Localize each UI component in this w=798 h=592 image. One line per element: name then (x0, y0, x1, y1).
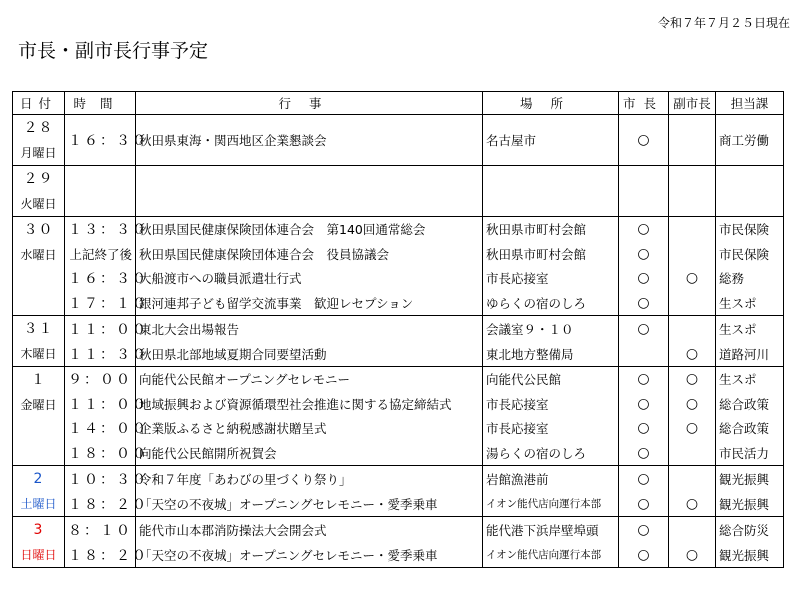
weekday-label: 火曜日 (20, 197, 57, 211)
time-cell: ８：１０ (65, 517, 136, 543)
department-cell: 生スポ (716, 291, 784, 316)
time-cell: １８：２０ (65, 491, 136, 517)
day-number: ２８ (23, 120, 54, 136)
event-cell: 能代市山本郡消防操法大会開会式 (136, 517, 483, 543)
event-cell: 大船渡市への職員派遣壮行式 (136, 266, 483, 291)
department-cell: 道路河川 (716, 341, 784, 367)
vice-mayor-mark: ○ (669, 542, 716, 568)
time-cell: １６：３０ (65, 266, 136, 291)
page-title: 市長・副市長行事予定 (18, 40, 209, 62)
vice-mayor-mark: ○ (669, 392, 716, 417)
header-place: 場所 (483, 92, 619, 115)
weekday-label: 日曜日 (20, 548, 57, 562)
place-cell: 市長応接室 (483, 416, 619, 441)
time-cell: １８：００ (65, 441, 136, 466)
header-date: 日付 (13, 92, 65, 115)
event-cell: 東北大会出場報告 (136, 316, 483, 342)
event-cell: 令和７年度「あわびの里づくり祭り」 (136, 466, 483, 492)
mayor-mark: ○ (619, 491, 669, 517)
place-cell: 秋田県市町村会館 (483, 242, 619, 267)
time-cell: １３：３０ (65, 217, 136, 242)
time-cell: １６：３０ (65, 115, 136, 166)
department-cell: 生スポ (716, 316, 784, 342)
time-cell: １１：３０ (65, 341, 136, 367)
event-cell: 向能代公民館オープニングセレモニー (136, 367, 483, 392)
time-cell (65, 166, 136, 217)
department-cell: 市民保険 (716, 242, 784, 267)
department-cell: 総務 (716, 266, 784, 291)
day-number: ３１ (23, 321, 54, 337)
place-cell: 名古屋市 (483, 115, 619, 166)
department-cell: 観光振興 (716, 491, 784, 517)
schedule-row (13, 242, 784, 267)
time-cell: １７：１０ (65, 291, 136, 316)
vice-mayor-mark (669, 217, 716, 242)
time-cell: １１：００ (65, 316, 136, 342)
vice-mayor-mark (669, 115, 716, 166)
time-cell: １４：００ (65, 416, 136, 441)
place-cell: 向能代公民館 (483, 367, 619, 392)
mayor-mark: ○ (619, 416, 669, 441)
weekday-label: 金曜日 (20, 398, 57, 412)
place-cell: 岩館漁港前 (483, 466, 619, 492)
header-department: 担当課 (716, 92, 784, 115)
mayor-mark (619, 341, 669, 367)
place-cell (483, 166, 619, 217)
day-number: １ (31, 372, 46, 388)
event-cell: 銀河連邦子ども留学交流事業 歓迎レセプション (136, 291, 483, 316)
schedule-row (13, 416, 784, 441)
vice-mayor-mark: ○ (669, 491, 716, 517)
department-cell (716, 166, 784, 217)
schedule-row (13, 166, 784, 217)
schedule-row (13, 491, 784, 517)
vice-mayor-mark: ○ (669, 266, 716, 291)
department-cell: 市民保険 (716, 217, 784, 242)
schedule-row (13, 217, 784, 242)
header-mayor: 市長 (619, 92, 669, 115)
time-cell: ９：００ (65, 367, 136, 392)
schedule-row (13, 517, 784, 543)
schedule-row (13, 266, 784, 291)
time-cell: １１：００ (65, 392, 136, 417)
schedule-row (13, 466, 784, 492)
day-number: ２９ (23, 171, 54, 187)
place-cell: 市長応接室 (483, 392, 619, 417)
mayor-mark: ○ (619, 291, 669, 316)
header-time: 時間 (65, 92, 136, 115)
date-cell (13, 466, 65, 517)
place-cell: ゆらくの宿のしろ (483, 291, 619, 316)
event-cell: 向能代公民館開所祝賀会 (136, 441, 483, 466)
schedule-row (13, 291, 784, 316)
day-number: ３０ (23, 222, 54, 238)
event-cell: 「天空の不夜城」オープニングセレモニー・愛季乗車 (136, 542, 483, 568)
mayor-mark: ○ (619, 115, 669, 166)
time-cell: １８：２０ (65, 542, 136, 568)
mayor-mark: ○ (619, 266, 669, 291)
schedule-row (13, 392, 784, 417)
mayor-mark: ○ (619, 466, 669, 492)
event-cell: 企業版ふるさと納税感謝状贈呈式 (136, 416, 483, 441)
department-cell: 生スポ (716, 367, 784, 392)
place-cell: イオン能代店向運行本部 (483, 491, 619, 517)
place-cell: 市長応接室 (483, 266, 619, 291)
vice-mayor-mark (669, 517, 716, 543)
department-cell: 観光振興 (716, 542, 784, 568)
date-cell (13, 367, 65, 466)
place-cell: イオン能代店向運行本部 (483, 542, 619, 568)
header-row (13, 92, 784, 115)
event-cell: 秋田県国民健康保険団体連合会 役員協議会 (136, 242, 483, 267)
as-of-date: 令和７年７月２５日現在 (657, 16, 790, 30)
department-cell: 商工労働 (716, 115, 784, 166)
place-cell: 能代港下浜岸壁埠頭 (483, 517, 619, 543)
day-number: 3 (33, 522, 44, 538)
time-cell: 上記終了後 (65, 242, 136, 267)
date-cell (13, 316, 65, 367)
date-cell (13, 166, 65, 217)
day-number: 2 (33, 471, 44, 487)
schedule-row (13, 341, 784, 367)
schedule-row (13, 367, 784, 392)
department-cell: 総合政策 (716, 392, 784, 417)
header-event: 行事 (136, 92, 483, 115)
vice-mayor-mark: ○ (669, 416, 716, 441)
place-cell: 東北地方整備局 (483, 341, 619, 367)
department-cell: 総合政策 (716, 416, 784, 441)
vice-mayor-mark (669, 291, 716, 316)
schedule-table (12, 91, 784, 568)
mayor-mark (619, 166, 669, 217)
mayor-mark: ○ (619, 542, 669, 568)
weekday-label: 月曜日 (20, 146, 57, 160)
mayor-mark: ○ (619, 367, 669, 392)
vice-mayor-mark: ○ (669, 367, 716, 392)
mayor-mark: ○ (619, 441, 669, 466)
mayor-mark: ○ (619, 217, 669, 242)
schedule-row (13, 115, 784, 166)
vice-mayor-mark (669, 242, 716, 267)
event-cell: 「天空の不夜城」オープニングセレモニー・愛季乗車 (136, 491, 483, 517)
schedule-body (13, 115, 784, 568)
event-cell: 秋田県東海・関西地区企業懇談会 (136, 115, 483, 166)
date-cell (13, 517, 65, 568)
mayor-mark: ○ (619, 242, 669, 267)
mayor-mark: ○ (619, 392, 669, 417)
department-cell: 総合防災 (716, 517, 784, 543)
vice-mayor-mark: ○ (669, 341, 716, 367)
mayor-mark: ○ (619, 517, 669, 543)
place-cell: 湯らくの宿のしろ (483, 441, 619, 466)
event-cell (136, 166, 483, 217)
schedule-row (13, 441, 784, 466)
header-vice-mayor: 副市長 (669, 92, 716, 115)
department-cell: 観光振興 (716, 466, 784, 492)
department-cell: 市民活力 (716, 441, 784, 466)
vice-mayor-mark (669, 466, 716, 492)
event-cell: 地域振興および資源循環型社会推進に関する協定締結式 (136, 392, 483, 417)
date-cell (13, 217, 65, 316)
event-cell: 秋田県北部地域夏期合同要望活動 (136, 341, 483, 367)
event-cell: 秋田県国民健康保険団体連合会 第140回通常総会 (136, 217, 483, 242)
date-cell (13, 115, 65, 166)
vice-mayor-mark (669, 166, 716, 217)
mayor-mark: ○ (619, 316, 669, 342)
place-cell: 会議室９・１０ (483, 316, 619, 342)
schedule-row (13, 316, 784, 342)
vice-mayor-mark (669, 441, 716, 466)
weekday-label: 水曜日 (20, 248, 57, 262)
time-cell: １０：３０ (65, 466, 136, 492)
vice-mayor-mark (669, 316, 716, 342)
weekday-label: 土曜日 (20, 497, 57, 511)
schedule-row (13, 542, 784, 568)
weekday-label: 木曜日 (20, 347, 57, 361)
place-cell: 秋田県市町村会館 (483, 217, 619, 242)
